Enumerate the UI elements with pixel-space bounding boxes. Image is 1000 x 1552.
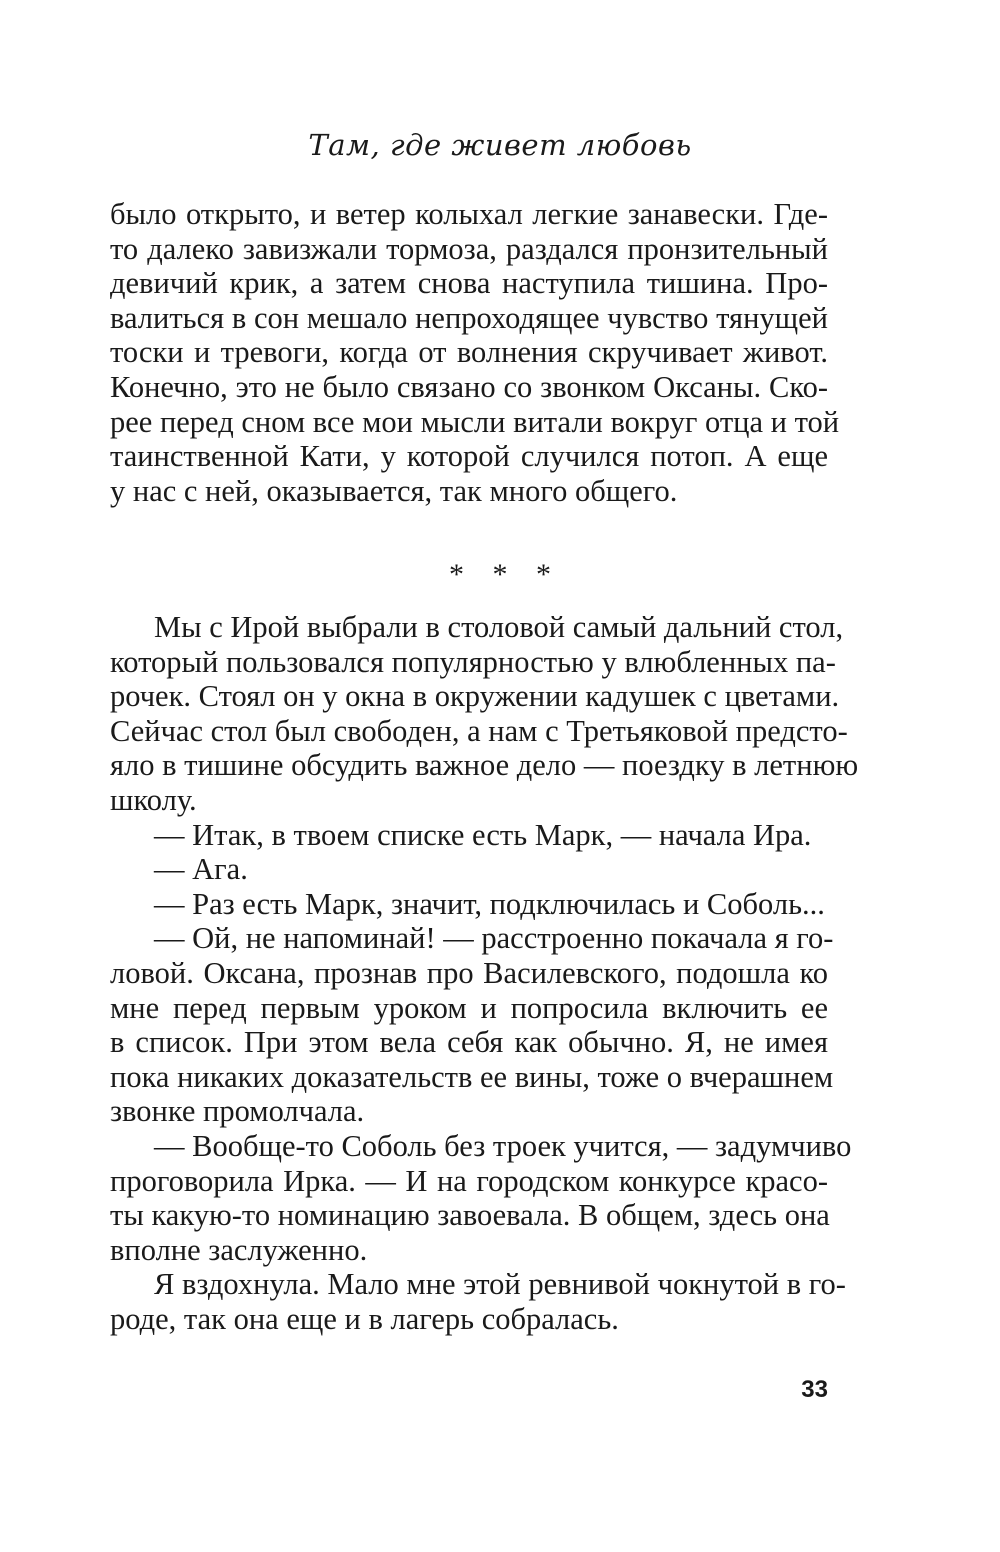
separator-asterisk: *: [492, 558, 508, 591]
text-line: таинственной Кати, у которой случился потоп. А еще: [110, 439, 828, 474]
dialogue-line: — Ой, не напоминай! — расстроенно покачала я го-: [154, 921, 834, 956]
text-line: Сейчас стол был свободен, а нам с Третьяковой предсто-: [110, 713, 848, 748]
text-line: Конечно, это не было связано со звонком Оксаны. Ско-: [110, 369, 828, 404]
text-line: мне перед первым уроком и попросила включить ее: [110, 990, 828, 1025]
section-separator: [0, 560, 1000, 590]
text-line: звонке промолчала.: [110, 1094, 365, 1129]
text-line: тоски и тревоги, когда от волнения скручивает живот.: [110, 335, 828, 370]
text-line: рее перед сном все мои мысли витали вокруг отца и той: [110, 404, 840, 439]
text-line: то далеко завизжали тормоза, раздался пронзительный: [110, 231, 828, 266]
text-line: рочек. Стоял он у окна в окружении кадушек с цветами.: [110, 679, 840, 714]
separator-asterisk: *: [449, 558, 464, 591]
dialogue-line: — Вообще-то Соболь без троек учится, — задумчиво: [154, 1128, 852, 1163]
section-body: [110, 610, 859, 1336]
text-line: проговорила Ирка. — И на городском конкурсе красо-: [110, 1163, 828, 1198]
text-line: школу.: [110, 782, 197, 817]
text-line: Мы с Ирой выбрали в столовой самый дальний стол,: [154, 610, 844, 644]
text-line: девичий крик, а затем снова наступила тишина. Про-: [110, 266, 828, 301]
running-header: Там, где живет любовь: [308, 128, 692, 162]
dialogue-line: — Итак, в твоем списке есть Марк, — начала Ира.: [154, 817, 812, 852]
text-line: пока никаких доказательств ее вины, тоже о вчерашнем: [110, 1059, 834, 1094]
dialogue-line: — Раз есть Марк, значит, подключилась и Соболь...: [154, 886, 825, 921]
separator-asterisk: *: [536, 558, 551, 591]
text-line: яло в тишине обсудить важное дело — поездку в летнюю: [110, 748, 859, 783]
text-line: Я вздохнула. Мало мне этой ревнивой чокнутой в го-: [154, 1267, 846, 1302]
dialogue-line: — Ага.: [154, 852, 248, 887]
text-line: вполне заслуженно.: [110, 1232, 368, 1267]
text-line: у нас с ней, оказывается, так много общего.: [110, 473, 678, 508]
text-line: ты какую-то номинацию завоевала. В общем, здесь она: [110, 1198, 830, 1233]
text-line: в список. При этом вела себя как обычно. Я, не имея: [110, 1025, 828, 1060]
text-line: ловой. Оксана, прознав про Василевского, подошла ко: [110, 955, 828, 990]
text-line: роде, так она еще и в лагерь собралась.: [110, 1301, 619, 1336]
text-line: валиться в сон мешало непроходящее чувство тянущей: [110, 300, 828, 335]
text-line: который пользовался популярностью у влюбленных па-: [110, 644, 836, 679]
text-line: было открыто, и ветер колыхал легкие занавески. Где-: [110, 197, 828, 231]
paragraph-opening: [110, 197, 840, 508]
page-number: 33: [801, 1376, 828, 1403]
